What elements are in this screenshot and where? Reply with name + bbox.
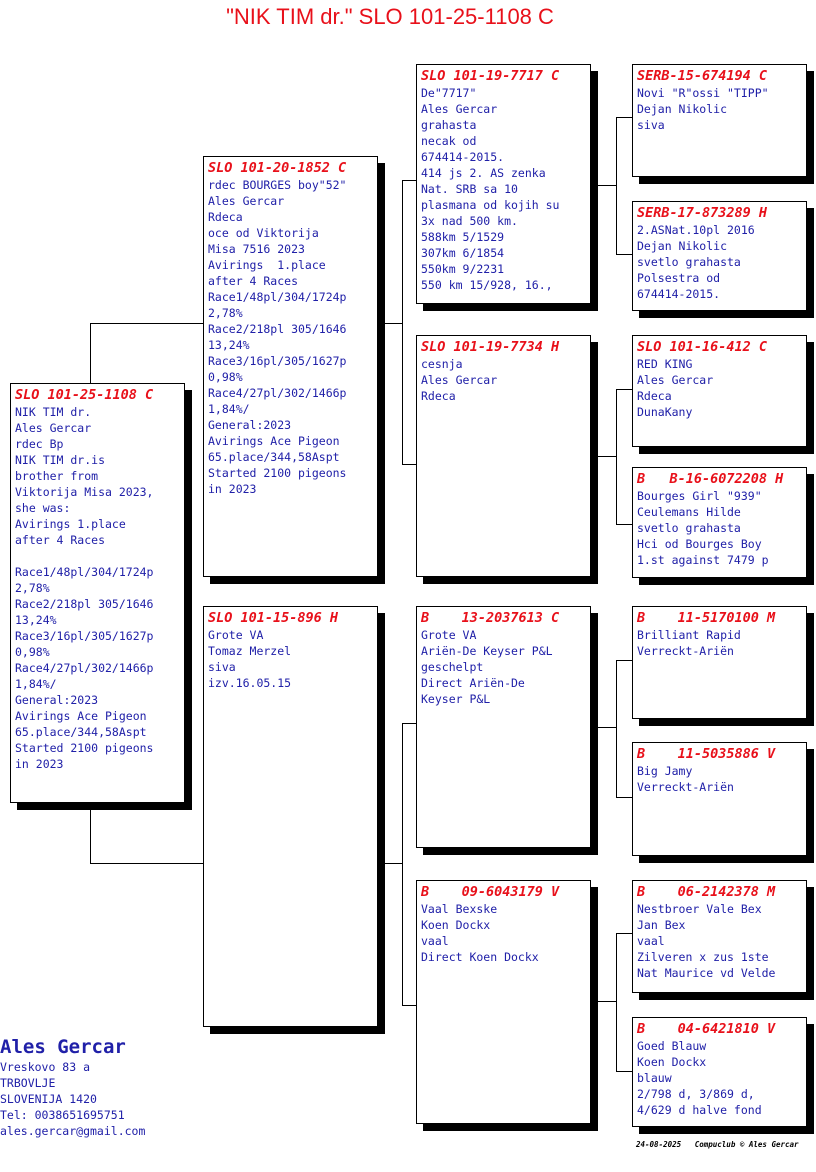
pigeon-info-line: 2.ASNat.10pl 2016 <box>637 223 755 237</box>
pigeon-info-line: 550km 9/2231 <box>421 262 505 276</box>
connector-line <box>402 180 417 181</box>
pigeon-info-line: Keyser P&L <box>421 692 491 706</box>
pigeon-card-sds[interactable] <box>632 335 807 447</box>
pigeon-card-ddd[interactable] <box>632 1017 807 1127</box>
pigeon-info-line: 65.place/344,58Aspt <box>15 725 147 739</box>
pigeon-info-line: 1,84%/ <box>208 402 250 416</box>
owner-city: TRBOVLJE <box>0 1076 56 1090</box>
connector-line <box>90 863 204 864</box>
pigeon-card-subject[interactable] <box>10 383 185 803</box>
owner-country: SLOVENIJA 1420 <box>0 1092 97 1106</box>
connector-line <box>90 803 91 863</box>
pigeon-info-line: Vaal Bexske <box>421 902 498 916</box>
pigeon-info-line: Polsestra od <box>637 271 721 285</box>
pigeon-info-line: Tomaz Merzel <box>208 644 292 658</box>
connector-line <box>616 797 632 798</box>
ring-number: SLO 101-19-7717 C <box>421 68 560 84</box>
ring-number: SLO 101-19-7734 H <box>421 339 560 355</box>
pigeon-info-line: izv.16.05.15 <box>208 676 292 690</box>
pigeon-info-line: Race2/218pl 305/1646 <box>208 322 347 336</box>
pigeon-info-line: 674414-2015. <box>637 287 721 301</box>
pigeon-info-line: 0,98% <box>208 370 243 384</box>
pigeon-info-line: Avirings Ace Pigeon <box>208 434 340 448</box>
pigeon-info-line: General:2023 <box>208 418 292 432</box>
connector-line <box>616 1071 632 1072</box>
pigeon-info-line: Ales Gercar <box>208 194 285 208</box>
pigeon-info-line: Race3/16pl/305/1627p <box>208 354 347 368</box>
pigeon-card-dam[interactable] <box>203 606 378 1027</box>
pigeon-info-line: Ales Gercar <box>637 373 714 387</box>
ring-number: SERB-17-873289 H <box>637 205 768 221</box>
connector-line <box>616 660 632 661</box>
pigeon-card-dsd[interactable] <box>632 742 807 856</box>
pigeon-info-line: 550 km 15/928, 16., <box>421 278 553 292</box>
pigeon-info-line: cesnja <box>421 357 463 371</box>
connector-line <box>616 660 617 797</box>
pigeon-info-line: 674414-2015. <box>421 150 505 164</box>
pigeon-info-line: NIK TIM dr.is <box>15 453 106 467</box>
pigeon-info-line: oce od Viktorija <box>208 226 319 240</box>
pigeon-info-line: rdec Bp <box>15 437 64 451</box>
owner-phone: Tel: 0038651695751 <box>0 1108 125 1122</box>
pigeon-info-line: 307km 6/1854 <box>421 246 505 260</box>
pigeon-info-line: 2/798 d, 3/869 d, <box>637 1087 755 1101</box>
pigeon-info-line: grahasta <box>421 118 477 132</box>
pigeon-info-line: De"7717" <box>421 86 477 100</box>
ring-number: B 04-6421810 V <box>637 1021 776 1037</box>
pigeon-info-line: Grote VA <box>421 628 477 642</box>
pigeon-card-ssd[interactable] <box>632 201 807 311</box>
pigeon-info-line: 65.place/344,58Aspt <box>208 450 340 464</box>
pigeon-info-line: brother from <box>15 469 99 483</box>
pigeon-info-line: Nat Maurice vd Velde <box>637 966 776 980</box>
pigeon-info-line: Koen Dockx <box>421 918 491 932</box>
pigeon-info-line: 13,24% <box>15 613 57 627</box>
connector-line <box>402 464 417 465</box>
ring-number: B 13-2037613 C <box>421 610 560 626</box>
pigeon-info-line: Dejan Nikolic <box>637 102 728 116</box>
ring-number: SERB-15-674194 C <box>637 68 768 84</box>
connector-line <box>616 254 632 255</box>
ring-number: B 06-2142378 M <box>637 884 776 900</box>
pedigree-title: "NIK TIM dr." SLO 101-25-1108 C <box>226 4 554 29</box>
pigeon-info-line: Dejan Nikolic <box>637 239 728 253</box>
ring-number: SLO 101-16-412 C <box>637 339 768 355</box>
ring-number: B B-16-6072208 H <box>637 471 784 487</box>
connector-line <box>377 863 403 864</box>
pigeon-info-line: Grote VA <box>208 628 264 642</box>
owner-name: Ales Gercar <box>0 1036 126 1058</box>
pigeon-info-line: Direct Koen Dockx <box>421 950 539 964</box>
pigeon-card-sire-sire[interactable] <box>416 64 591 304</box>
pigeon-info-line: Avirings 1.place <box>15 517 126 531</box>
pigeon-info-line: General:2023 <box>15 693 99 707</box>
ring-number: B 11-5035886 V <box>637 746 776 762</box>
pigeon-info-line: vaal <box>421 934 449 948</box>
pigeon-info-line: Race3/16pl/305/1627p <box>15 629 154 643</box>
owner-block <box>0 1035 145 1139</box>
pigeon-info-line: Race4/27pl/302/1466p <box>208 386 347 400</box>
connector-line <box>90 323 91 383</box>
pigeon-info-line: 414 js 2. AS zenka <box>421 166 546 180</box>
connector-line <box>616 933 632 934</box>
pigeon-info-line: she was: <box>15 501 71 515</box>
connector-line <box>402 723 403 1005</box>
pigeon-info-line: 1,84%/ <box>15 677 57 691</box>
pigeon-card-sdd[interactable] <box>632 467 807 578</box>
pigeon-info-line: svetlo grahasta <box>637 255 741 269</box>
pigeon-info-line: Nat. SRB sa 10 <box>421 182 518 196</box>
connector-line <box>590 185 617 186</box>
pigeon-info-line: necak od <box>421 134 477 148</box>
pigeon-card-dam-dam[interactable] <box>416 880 591 1124</box>
pigeon-info-line: Zilveren x zus 1ste <box>637 950 769 964</box>
pigeon-info-line: plasmana od kojih su <box>421 198 560 212</box>
ring-number: B 09-6043179 V <box>421 884 560 900</box>
pigeon-info-line: Novi "R"ossi "TIPP" <box>637 86 769 100</box>
pigeon-info-line: siva <box>208 660 236 674</box>
owner-address-line: Vreskovo 83 a <box>0 1060 91 1074</box>
connector-line <box>616 933 617 1071</box>
pigeon-info-line: 2,78% <box>15 581 50 595</box>
connector-line <box>402 723 417 724</box>
connector-line <box>616 117 632 118</box>
pigeon-info-line: siva <box>637 118 665 132</box>
pigeon-info-line: Hci od Bourges Boy <box>637 537 762 551</box>
connector-line <box>590 456 617 457</box>
pigeon-info-line: after 4 Races <box>208 274 299 288</box>
pigeon-info-line: Started 2100 pigeons <box>208 466 347 480</box>
pigeon-info-line: 13,24% <box>208 338 250 352</box>
pigeon-info-line: blauw <box>637 1071 672 1085</box>
pigeon-info-line: Bourges Girl "939" <box>637 489 762 503</box>
connector-line <box>402 1005 417 1006</box>
pigeon-info-line: svetlo grahasta <box>637 521 741 535</box>
pigeon-info-line: Race1/48pl/304/1724p <box>208 290 347 304</box>
pigeon-info-line: Misa 7516 2023 <box>208 242 305 256</box>
pigeon-info-line: Viktorija Misa 2023, <box>15 485 154 499</box>
pigeon-info-line: 3x nad 500 km. <box>421 214 518 228</box>
pigeon-info-line: Rdeca <box>421 389 456 403</box>
connector-line <box>616 389 632 390</box>
pigeon-info-line: DunaKany <box>637 405 693 419</box>
pigeon-info-line: Avirings Ace Pigeon <box>15 709 147 723</box>
pigeon-info-line: 0,98% <box>15 645 50 659</box>
pigeon-info-line: Ales Gercar <box>421 102 498 116</box>
connector-line <box>616 389 617 524</box>
pigeon-info-line: after 4 Races <box>15 533 106 547</box>
ring-number: SLO 101-20-1852 C <box>208 160 347 176</box>
pigeon-card-sire[interactable] <box>203 156 378 577</box>
connector-line <box>616 117 617 254</box>
pigeon-info-line: vaal <box>637 934 665 948</box>
owner-email[interactable]: ales.gercar@gmail.com <box>0 1124 146 1138</box>
pigeon-info-line: RED KING <box>637 357 693 371</box>
ring-number: SLO 101-15-896 H <box>208 610 339 626</box>
pigeon-info-line: Jan Bex <box>637 918 686 932</box>
pigeon-card-sire-dam[interactable] <box>416 335 591 577</box>
pigeon-info-line <box>15 548 180 564</box>
pigeon-info-line: in 2023 <box>208 482 257 496</box>
pigeon-info-line: Started 2100 pigeons <box>15 741 154 755</box>
pigeon-info-line: Nestbroer Vale Bex <box>637 902 762 916</box>
connector-line <box>402 180 403 464</box>
pigeon-info-line: 1.st against 7479 p <box>637 553 769 567</box>
pigeon-info-line: Big Jamy <box>637 764 693 778</box>
connector-line <box>616 524 632 525</box>
connector-line <box>590 727 617 728</box>
pigeon-info-line: Verreckt-Ariën <box>637 780 734 794</box>
connector-line <box>90 323 204 324</box>
pigeon-info-line: Ariën-De Keyser P&L <box>421 644 553 658</box>
pigeon-card-dss[interactable] <box>632 606 807 719</box>
ring-number: SLO 101-25-1108 C <box>15 387 154 403</box>
pigeon-info-line: Ales Gercar <box>15 421 92 435</box>
pigeon-info-line: Direct Ariën-De <box>421 676 525 690</box>
pigeon-info-line: in 2023 <box>15 757 64 771</box>
pigeon-info-line: Ceulemans Hilde <box>637 505 741 519</box>
pigeon-info-line: NIK TIM dr. <box>15 405 92 419</box>
connector-line <box>377 323 403 324</box>
pigeon-card-dds[interactable] <box>632 880 807 993</box>
connector-line <box>590 1001 617 1002</box>
pigeon-info-line: Goed Blauw <box>637 1039 707 1053</box>
pigeon-info-line: Verreckt-Ariën <box>637 644 734 658</box>
pigeon-info-line: Brilliant Rapid <box>637 628 741 642</box>
pigeon-info-line: 588km 5/1529 <box>421 230 505 244</box>
pigeon-card-dam-sire[interactable] <box>416 606 591 848</box>
pigeon-card-sss[interactable] <box>632 64 807 177</box>
pigeon-info-line: Avirings 1.place <box>208 258 326 272</box>
pigeon-info-line: Rdeca <box>208 210 243 224</box>
pigeon-info-line: Ales Gercar <box>421 373 498 387</box>
pigeon-info-line: Race1/48pl/304/1724p <box>15 565 154 579</box>
ring-number: B 11-5170100 M <box>637 610 776 626</box>
pigeon-info-line: geschelpt <box>421 660 484 674</box>
pigeon-info-line: rdec BOURGES boy"52" <box>208 178 347 192</box>
pigeon-info-line: Race4/27pl/302/1466p <box>15 661 154 675</box>
pigeon-info-line: Koen Dockx <box>637 1055 707 1069</box>
pigeon-info-line: Rdeca <box>637 389 672 403</box>
pigeon-info-line: Race2/218pl 305/1646 <box>15 597 154 611</box>
pigeon-info-line: 2,78% <box>208 306 243 320</box>
footer-credit: 24-08-2025 Compuclub © Ales Gercar <box>636 1140 799 1149</box>
pigeon-info-line: 4/629 d halve fond <box>637 1103 762 1117</box>
